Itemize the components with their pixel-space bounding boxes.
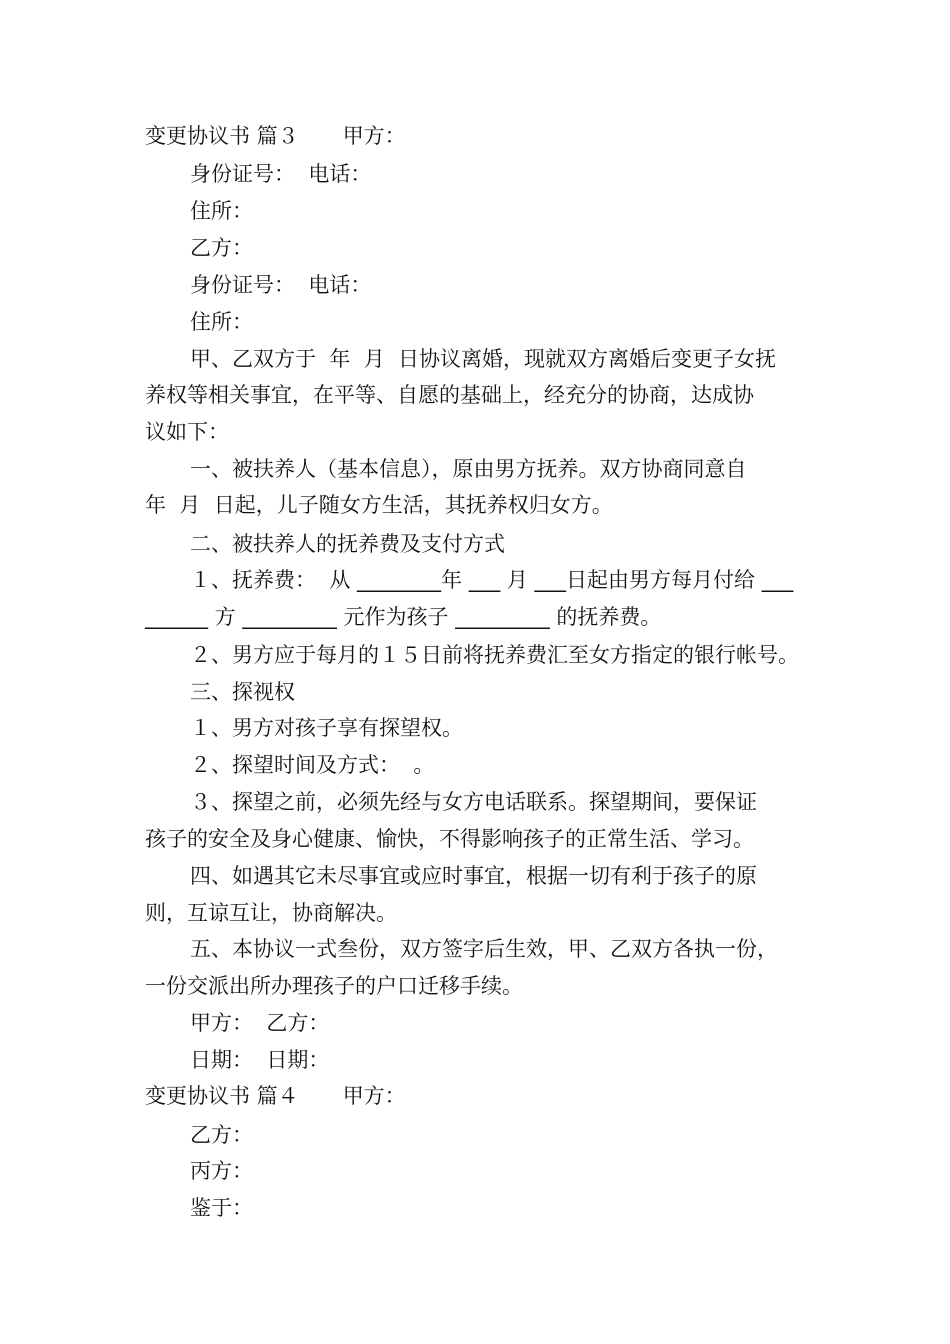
item2-1-line-1: １、抚养费： 从 ________年 ___ 月 ___日起由男方每月付给 ___ <box>190 568 794 592</box>
section3-heading: 变更协议书 篇３ <box>145 124 299 148</box>
section3-party-b: 乙方： <box>190 236 253 260</box>
date-line: 日期： 日期： <box>190 1048 330 1072</box>
section3-id-phone-b: 身份证号： 电话： <box>190 273 372 297</box>
section3-id-phone-a: 身份证号： 电话： <box>190 162 372 186</box>
item5-line-2: 一份交派出所办理孩子的户口迁移手续。 <box>145 974 523 998</box>
item3-heading: 三、探视权 <box>190 680 295 704</box>
intro-line-2: 养权等相关事宜，在平等、自愿的基础上，经充分的协商，达成协 <box>145 383 754 407</box>
item2-2: ２、男方应于每月的１５日前将抚养费汇至女方指定的银行帐号。 <box>190 643 799 667</box>
section4-party-a: 甲方： <box>342 1084 406 1108</box>
intro-line-3: 议如下： <box>145 420 229 444</box>
section4-party-b: 乙方： <box>190 1123 253 1147</box>
section3-address-a: 住所： <box>190 199 253 223</box>
item4-line-2: 则，互谅互让，协商解决。 <box>145 901 397 925</box>
item3-3-line-2: 孩子的安全及身心健康、愉快，不得影响孩子的正常生活、学习。 <box>145 827 754 851</box>
intro-line-1: 甲、乙双方于 年 月 日协议离婚，现就双方离婚后变更子女抚 <box>190 347 777 371</box>
section4-heading-line <box>145 1082 406 1110</box>
item2-1-line-2: ______ 方 _________ 元作为孩子 _________ 的抚养费。 <box>145 605 662 629</box>
signature-line: 甲方： 乙方： <box>190 1011 330 1035</box>
item1-line-1: 一、被扶养人（基本信息），原由男方抚养。双方协商同意自 <box>190 457 747 481</box>
section4-heading: 变更协议书 篇４ <box>145 1084 299 1108</box>
item4-line-1: 四、如遇其它未尽事宜或应时事宜，根据一切有利于孩子的原 <box>190 864 757 888</box>
section4-party-c: 丙方： <box>190 1159 253 1183</box>
item3-2: ２、探望时间及方式： 。 <box>190 753 435 777</box>
item3-3-line-1: ３、探望之前，必须先经与女方电话联系。探望期间，要保证 <box>190 790 757 814</box>
item1-line-2: 年 月 日起，儿子随女方生活，其抚养权归女方。 <box>145 493 613 517</box>
item3-1: １、男方对孩子享有探望权。 <box>190 716 463 740</box>
item5-line-1: 五、本协议一式叁份，双方签字后生效，甲、乙双方各执一份， <box>190 937 778 961</box>
item2-heading: 二、被扶养人的抚养费及支付方式 <box>190 532 505 556</box>
section3-heading-line <box>145 122 406 150</box>
section3-party-a: 甲方： <box>342 124 406 148</box>
section3-address-b: 住所： <box>190 310 253 334</box>
section4-whereas: 鉴于： <box>190 1196 253 1220</box>
